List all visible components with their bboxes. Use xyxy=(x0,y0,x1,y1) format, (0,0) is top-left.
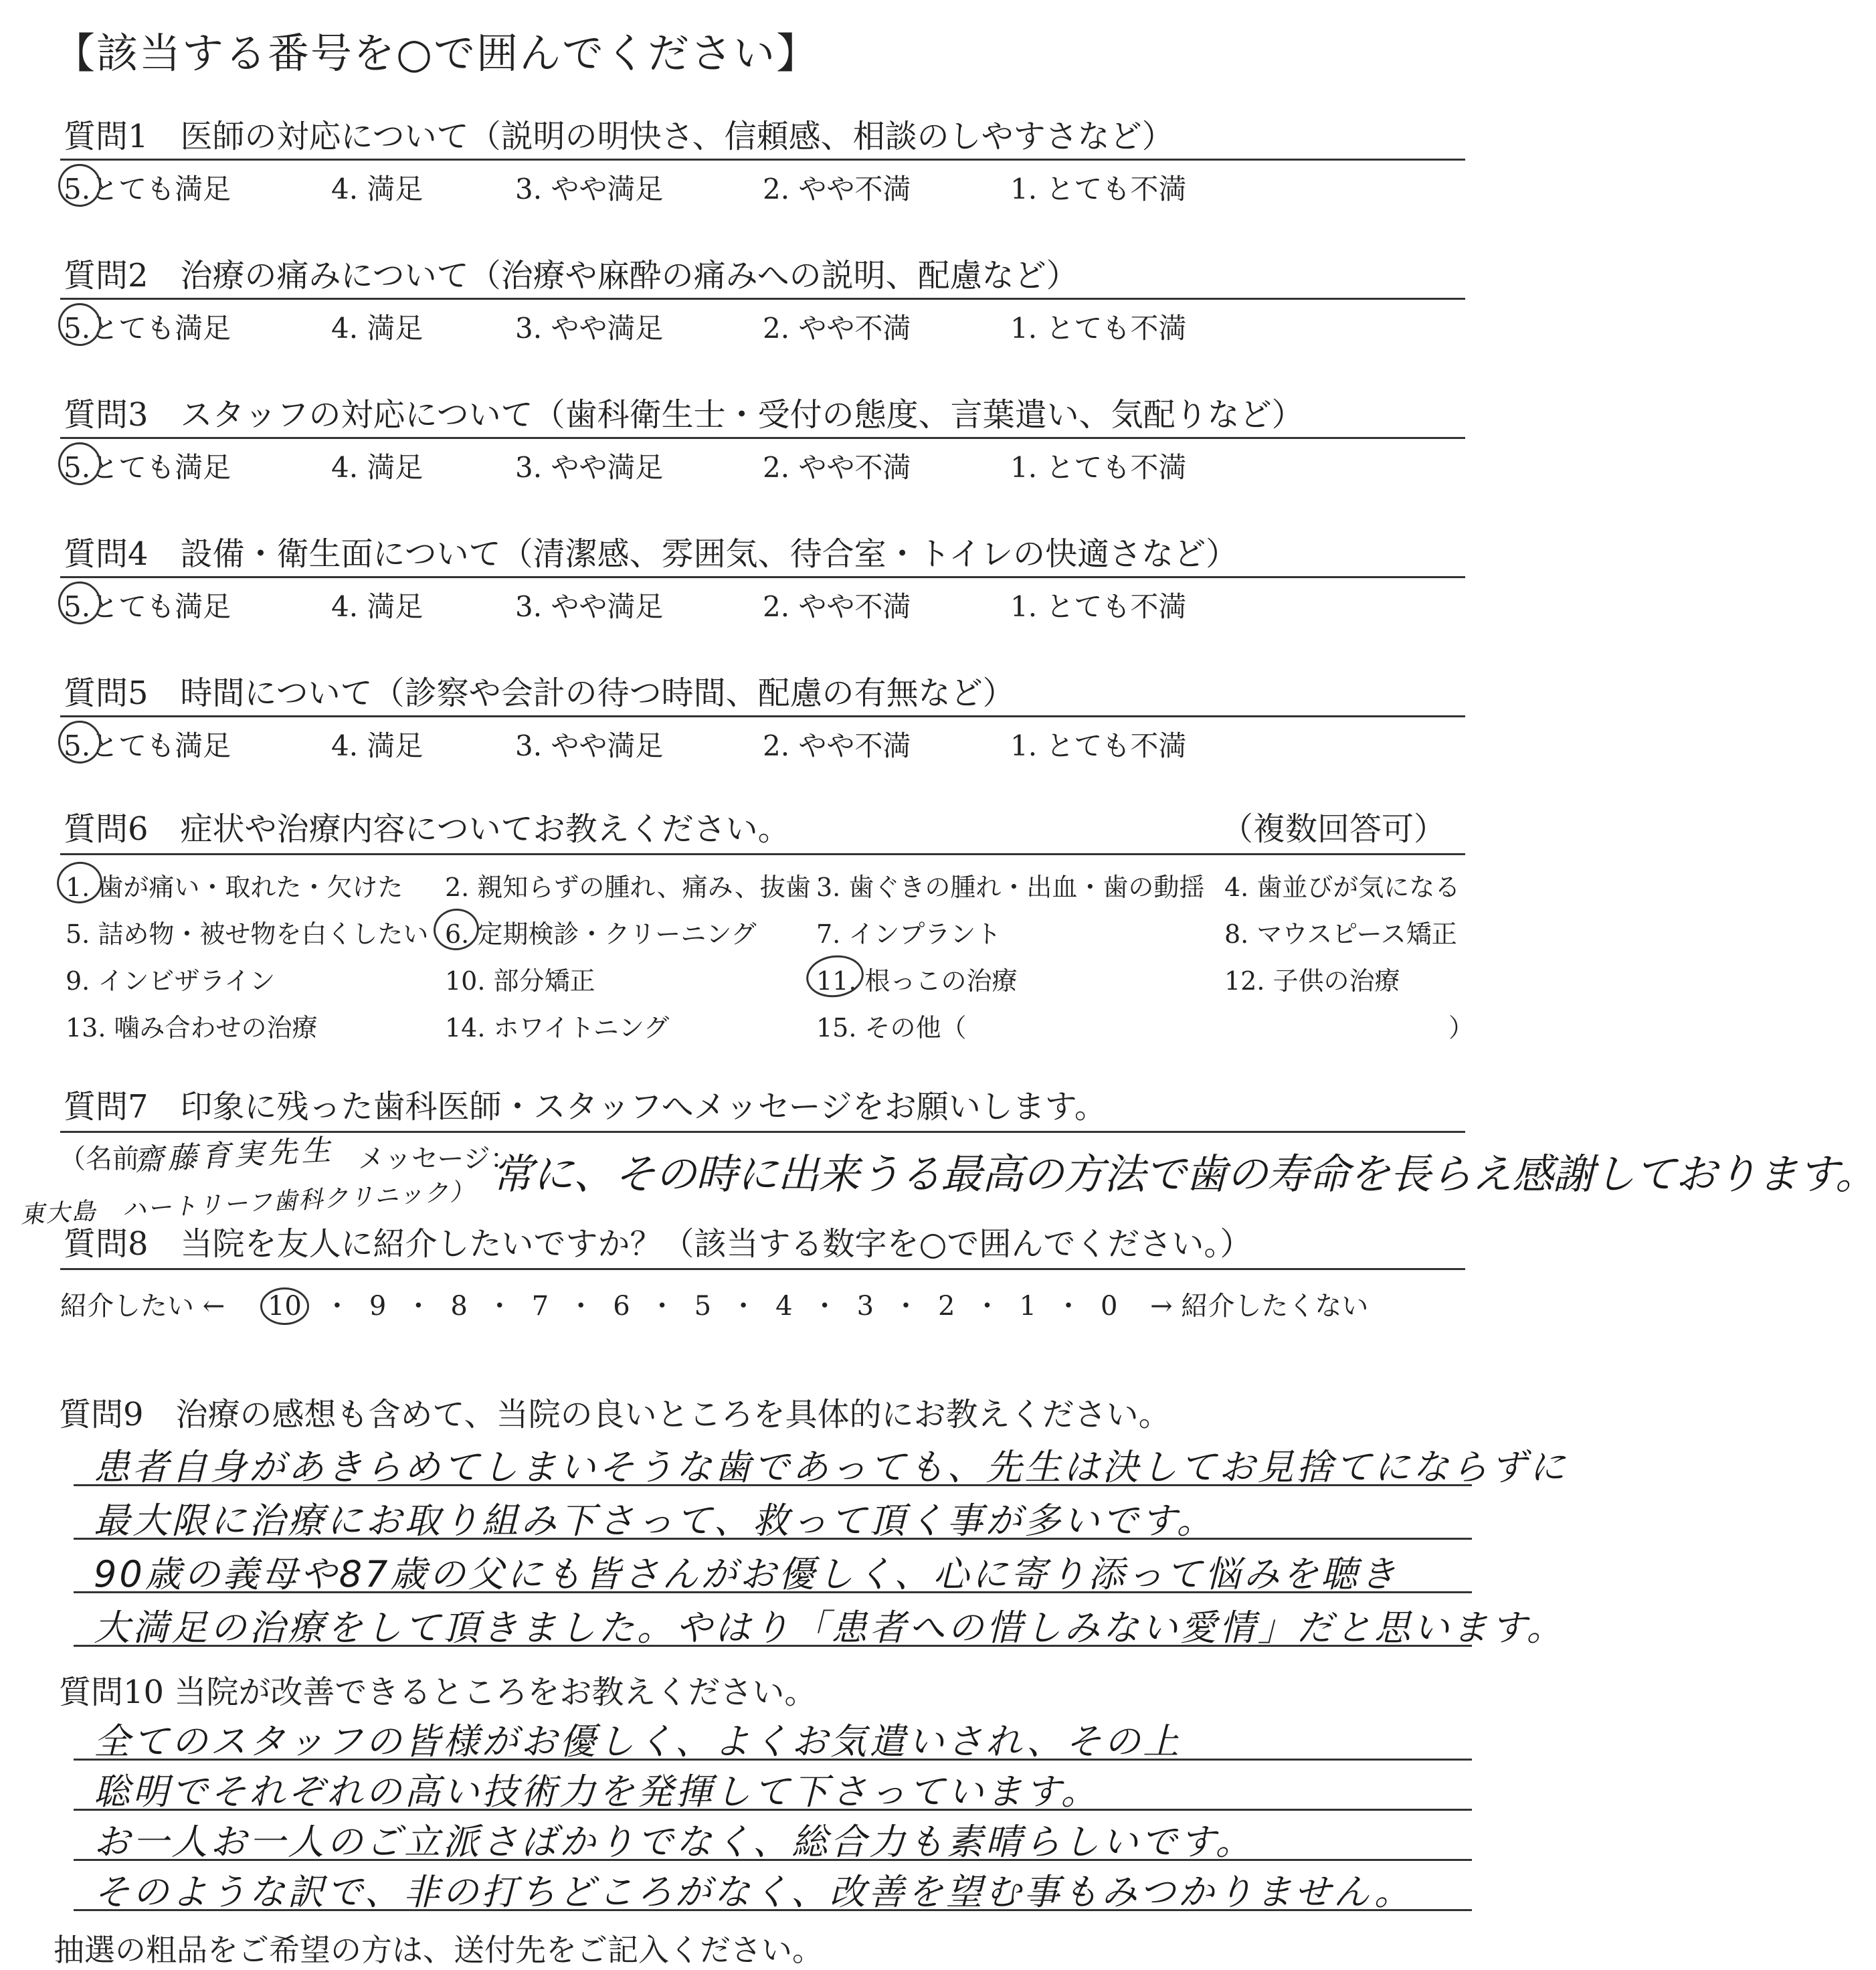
rating-option[interactable]: 2. やや不満 xyxy=(763,729,911,762)
rating-option[interactable]: 3. やや満足 xyxy=(515,312,664,345)
symptom-option[interactable]: 4. 歯並びが気になる xyxy=(1224,873,1461,902)
question-title: 質問10 当院が改善できるところをお教えください。 xyxy=(59,1674,817,1711)
scale-separator: ・ xyxy=(405,1291,432,1322)
symptom-option[interactable]: 1. 歯が痛い・取れた・欠けた xyxy=(66,873,403,902)
rating-option[interactable]: 2. やや不満 xyxy=(763,451,911,484)
handwritten-line: そのような訳で、非の打ちどころがなく、改善を望む事もみつかりません。 xyxy=(94,1871,1413,1913)
scale-number[interactable]: 5 xyxy=(694,1291,712,1322)
rating-option[interactable]: 4. 満足 xyxy=(331,729,424,762)
symptom-option[interactable]: 13. 噛み合わせの治療 xyxy=(66,1013,318,1043)
multiple-answer-note: （複数回答可） xyxy=(1221,810,1446,848)
scale-separator: ・ xyxy=(893,1291,920,1322)
underline xyxy=(60,437,1465,439)
rating-option[interactable]: 4. 満足 xyxy=(331,312,424,345)
handwritten-line: 大満足の治療をして頂きました。やはり「患者への惜しみない愛情」だと思います。 xyxy=(94,1607,1566,1649)
symptom-option[interactable]: 10. 部分矯正 xyxy=(445,966,595,996)
underline xyxy=(60,1268,1465,1270)
symptom-option[interactable]: 8. マウスピース矯正 xyxy=(1224,919,1457,949)
handwritten-line: 90歳の義母や87歳の父にも皆さんがお優しく、心に寄り添って悩みを聴き xyxy=(94,1553,1399,1595)
rating-option[interactable]: 1. とても不満 xyxy=(1010,590,1187,623)
question-title: 質問1 医師の対応について（説明の明快さ、信頼感、相談のしやすさなど） xyxy=(64,118,1174,155)
rating-option[interactable]: 5.とても満足 xyxy=(64,451,231,484)
question-title: 質問5 時間について（診察や会計の待つ時間、配慮の有無など） xyxy=(64,675,1015,712)
symptom-option[interactable]: 5. 詰め物・被せ物を白くしたい xyxy=(66,919,429,949)
rating-option[interactable]: 4. 満足 xyxy=(331,451,424,484)
underline xyxy=(60,298,1465,300)
rating-option[interactable]: 2. やや不満 xyxy=(763,590,911,623)
rating-option[interactable]: 5.とても満足 xyxy=(64,312,231,345)
scale-number[interactable]: 4 xyxy=(775,1291,793,1322)
symptom-option[interactable]: 6. 定期検診・クリーニング xyxy=(445,919,757,949)
page-header: 【該当する番号を○で囲んでください】 xyxy=(54,29,820,78)
clinic-value: 東大島 ハートリーフ歯科クリニック） xyxy=(19,1178,476,1229)
scale-separator: ・ xyxy=(730,1291,757,1322)
name-value: 齋藤育実先生 xyxy=(133,1133,336,1178)
scale-separator: ・ xyxy=(567,1291,595,1322)
handwritten-line: 最大限に治療にお取り組み下さって、救って頂く事が多いです。 xyxy=(94,1500,1216,1542)
scale-number[interactable]: 3 xyxy=(856,1291,874,1322)
symptom-option[interactable]: 9. インビザライン xyxy=(66,966,276,996)
scale-number[interactable]: 7 xyxy=(531,1291,549,1322)
handwritten-line: 聡明でそれぞれの高い技術力を発揮して下さっています。 xyxy=(94,1771,1100,1813)
rating-option[interactable]: 1. とても不満 xyxy=(1010,173,1187,205)
scale-number[interactable]: 0 xyxy=(1100,1291,1118,1322)
symptom-option[interactable]: 3. 歯ぐきの腫れ・出血・歯の動揺 xyxy=(816,873,1205,902)
question-title: 質問7 印象に残った歯科医師・スタッフへメッセージをお願いします。 xyxy=(64,1088,1107,1126)
scale-separator: ・ xyxy=(811,1291,838,1322)
rating-option[interactable]: 3. やや満足 xyxy=(515,729,664,762)
scale-number[interactable]: 9 xyxy=(369,1291,387,1322)
scale-separator: ・ xyxy=(486,1291,513,1322)
scale-separator: ・ xyxy=(1054,1291,1082,1322)
handwritten-line: お一人お一人のご立派さばかりでなく、総合力も素晴らしいです。 xyxy=(94,1821,1254,1863)
symptom-option: ） xyxy=(1448,1013,1475,1043)
symptom-option[interactable]: 14. ホワイトニング xyxy=(445,1013,670,1043)
underline xyxy=(60,159,1465,161)
rating-option[interactable]: 3. やや満足 xyxy=(515,590,664,623)
scale-separator: ・ xyxy=(648,1291,676,1322)
rating-option[interactable]: 2. やや不満 xyxy=(763,173,911,205)
question-title: 質問4 設備・衛生面について（清潔感、雰囲気、待合室・トイレの快適さなど） xyxy=(64,535,1238,573)
rating-option[interactable]: 1. とても不満 xyxy=(1010,312,1187,345)
question-title: 質問2 治療の痛みについて（治療や麻酔の痛みへの説明、配慮など） xyxy=(64,257,1078,294)
scale-number[interactable]: 8 xyxy=(450,1291,468,1322)
rating-option[interactable]: 1. とても不満 xyxy=(1010,729,1187,762)
scale-number[interactable]: 10 xyxy=(260,1287,309,1325)
rating-option[interactable]: 1. とても不満 xyxy=(1010,451,1187,484)
scale-number[interactable]: 6 xyxy=(613,1291,630,1322)
rating-option[interactable]: 2. やや不満 xyxy=(763,312,911,345)
scale-left-label: 紹介したい ← xyxy=(60,1291,225,1322)
symptom-option[interactable]: 11. 根っこの治療 xyxy=(816,966,1018,996)
question-title: 質問6 症状や治療内容についてお教えください。 xyxy=(64,810,790,848)
scale-separator: ・ xyxy=(323,1291,351,1322)
rating-option[interactable]: 5.とても満足 xyxy=(64,173,231,205)
symptom-option[interactable]: 12. 子供の治療 xyxy=(1224,966,1400,996)
underline xyxy=(60,715,1465,717)
message-value: 常に、その時に出来うる最高の方法で歯の寿命を長らえ感謝しております。 xyxy=(492,1150,1876,1198)
handwritten-line: 全てのスタッフの皆様がお優しく、よくお気遣いされ、その上 xyxy=(94,1720,1182,1763)
handwritten-line: 患者自身があきらめてしまいそうな歯であっても、先生は決してお見捨てにならずに xyxy=(94,1446,1568,1488)
rating-option[interactable]: 3. やや満足 xyxy=(515,173,664,205)
rating-option[interactable]: 4. 満足 xyxy=(331,590,424,623)
scale-number[interactable]: 2 xyxy=(938,1291,955,1322)
question-title: 質問9 治療の感想も含めて、当院の良いところを具体的にお教えください。 xyxy=(59,1396,1171,1433)
symptom-option[interactable]: 15. その他（ xyxy=(816,1013,967,1043)
rating-option[interactable]: 5.とても満足 xyxy=(64,729,231,762)
name-label: （名前 xyxy=(59,1144,139,1174)
recommend-scale xyxy=(60,1285,1368,1325)
scale-separator: ・ xyxy=(973,1291,1001,1322)
scale-right-label: → 紹介したくない xyxy=(1150,1291,1369,1322)
question-title: 質問8 当院を友人に紹介したいですか？（該当する数字を○で囲んでください。） xyxy=(64,1225,1252,1263)
underline xyxy=(60,853,1465,855)
footer-note: 抽選の粗品をご希望の方は、送付先をご記入ください。 xyxy=(54,1932,823,1968)
rating-option[interactable]: 5.とても満足 xyxy=(64,590,231,623)
rating-option[interactable]: 3. やや満足 xyxy=(515,451,664,484)
scale-number[interactable]: 1 xyxy=(1019,1291,1036,1322)
symptom-option[interactable]: 2. 親知らずの腫れ、痛み、抜歯 xyxy=(445,873,811,902)
rating-option[interactable]: 4. 満足 xyxy=(331,173,424,205)
underline xyxy=(60,576,1465,578)
message-label: メッセージ： xyxy=(358,1144,517,1174)
question-title: 質問3 スタッフの対応について（歯科衛生士・受付の態度、言葉遣い、気配りなど） xyxy=(64,396,1304,434)
symptom-option[interactable]: 7. インプラント xyxy=(816,919,1002,949)
